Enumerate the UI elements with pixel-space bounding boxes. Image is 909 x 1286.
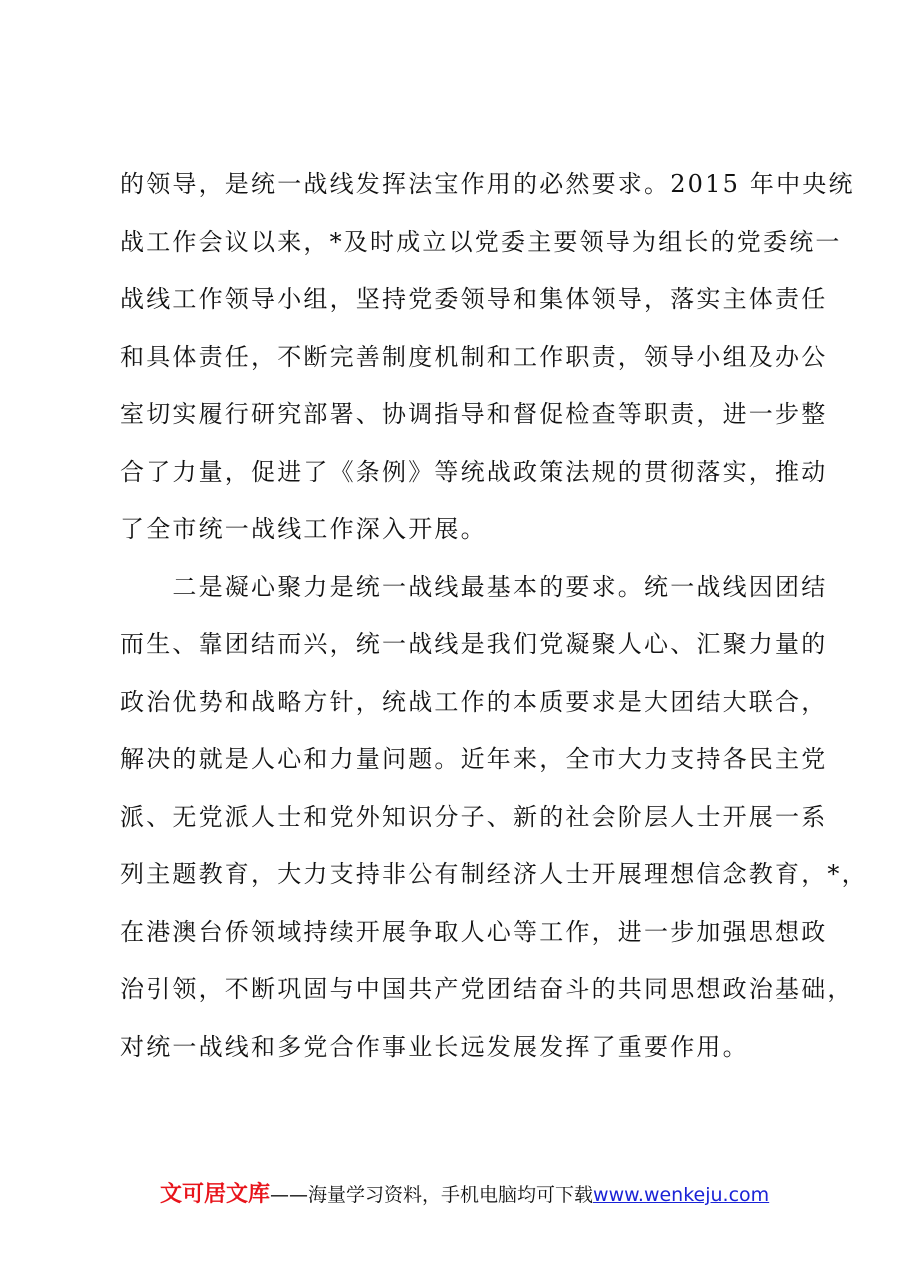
footer-banner xyxy=(160,1181,769,1209)
footer-tagline: ——海量学习资料，手机电脑均可下载 xyxy=(270,1184,594,1206)
body-line: 和具体责任，不断完善制度机制和工作职责，领导小组及办公 xyxy=(120,343,828,371)
body-line: 对统一战线和多党合作事业长远发展发挥了重要作用。 xyxy=(120,1033,749,1061)
body-line: 合了力量，促进了《条例》等统战政策法规的贯彻落实，推动 xyxy=(120,458,828,486)
body-line: 治引领，不断巩固与中国共产党团结奋斗的共同思想政治基础， xyxy=(120,975,854,1003)
body-line: 了全市统一战线工作深入开展。 xyxy=(120,515,487,543)
body-line: 战工作会议以来，*及时成立以党委主要领导为组长的党委统一 xyxy=(120,228,842,256)
body-line: 解决的就是人心和力量问题。近年来，全市大力支持各民主党 xyxy=(120,745,828,773)
body-line: 室切实履行研究部署、协调指导和督促检查等职责，进一步整 xyxy=(120,400,828,428)
body-line: 政治优势和战略方针，统战工作的本质要求是大团结大联合， xyxy=(120,688,828,716)
paragraph-start-line: 二是凝心聚力是统一战线最基本的要求。统一战线因团结 xyxy=(120,573,828,601)
body-line: 而生、靠团结而兴，统一战线是我们党凝聚人心、汇聚力量的 xyxy=(120,630,828,658)
body-line: 的领导，是统一战线发挥法宝作用的必然要求。2015 年中央统 xyxy=(120,170,855,198)
footer-url-link[interactable]: www.wenkeju.com xyxy=(593,1184,770,1206)
body-line: 在港澳台侨领域持续开展争取人心等工作，进一步加强思想政 xyxy=(120,918,828,946)
body-line: 列主题教育，大力支持非公有制经济人士开展理想信念教育，*， xyxy=(120,860,868,888)
footer-brand: 文可居文库 xyxy=(160,1182,271,1207)
body-line: 战线工作领导小组，坚持党委领导和集体领导，落实主体责任 xyxy=(120,285,828,313)
body-line: 派、无党派人士和党外知识分子、新的社会阶层人士开展一系 xyxy=(120,803,828,831)
